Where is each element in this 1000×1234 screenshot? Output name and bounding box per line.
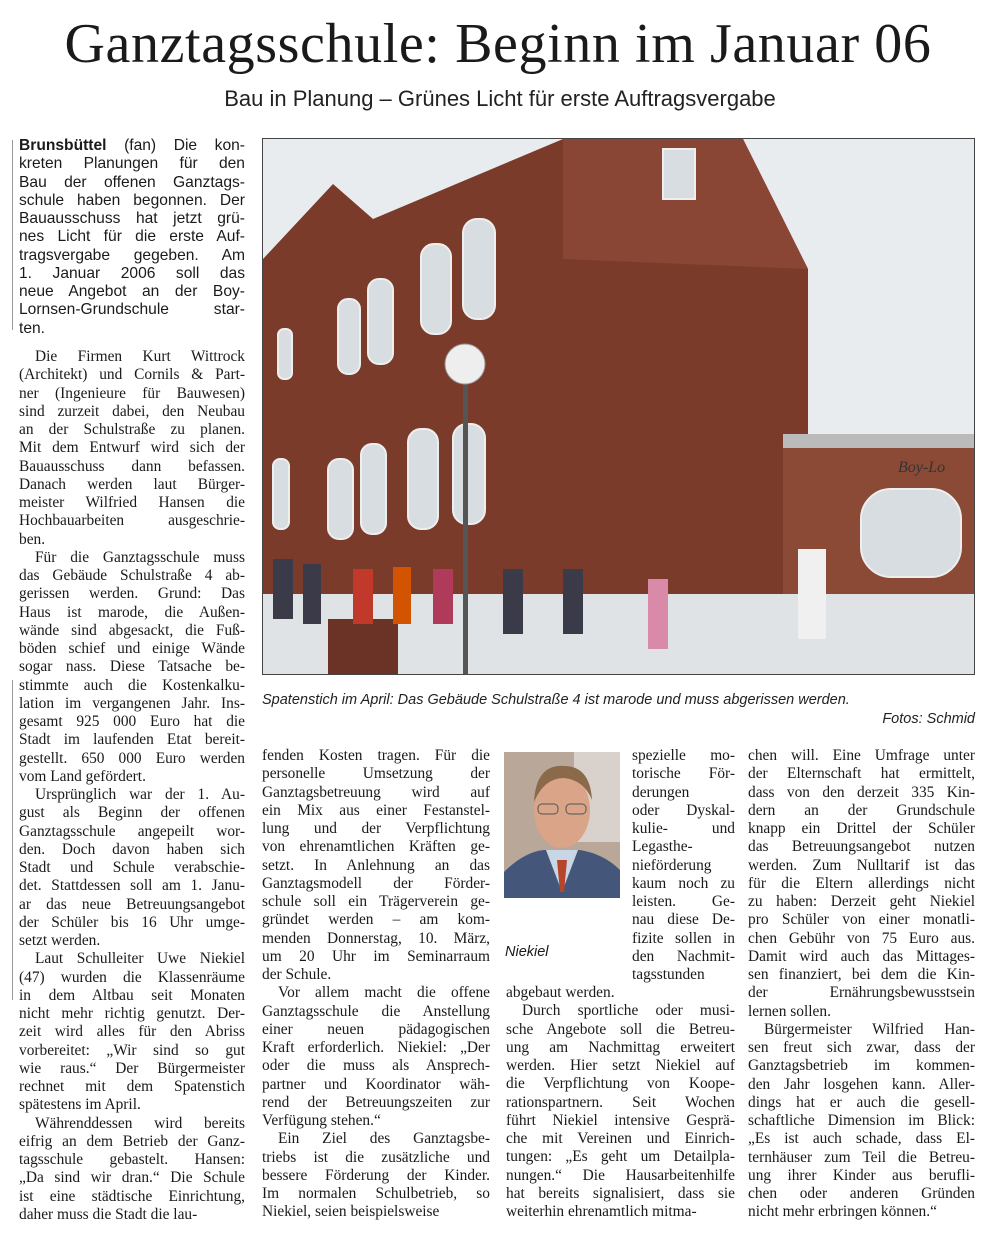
text-line: Legasthe- [632,838,693,856]
text-line: einer neuen pädagogischen [262,1020,490,1038]
text-line: Durch sportliche oder musi- [522,1002,735,1020]
text-line: bessere Förderung der Kinder. [262,1166,490,1184]
text-line: Laut Schulleiter Uwe Niekiel [35,950,245,968]
portrait-photo [504,752,620,898]
text-line: fizite sollen in [632,929,735,947]
text-line: nes Licht für die erste Auf- [19,228,245,246]
portrait-caption: Niekiel [505,944,549,960]
text-line: Hochbauarbeiten ausgeschrie- [19,512,245,530]
text-line: dings hat er auch die gesell- [748,1093,975,1111]
text-line: neue Angebot an der Boy- [19,283,245,300]
text-line: partner und Koordinator wäh- [262,1075,490,1093]
text-line: oder die muss als Ansprech- [262,1057,490,1075]
text-line: ten. [19,319,46,337]
subheadline: Bau in Planung – Grünes Licht für erste Auftragsvergabe [224,86,776,111]
text-line: das Gebäude Schulstraße 4 ab- [19,567,245,584]
text-line: den Nachmit- [632,947,735,965]
text-line: chen oder anderen Gründen [748,1185,975,1202]
text-line: wie raus.“ Der Bürgermeister [19,1059,245,1077]
text-line: sche Angebote soll die Betreu- [506,1020,735,1038]
text-line: von ehrenamtlichen Kräften ge- [262,838,490,856]
text-line: sen freut sich zwar, dass der [748,1039,975,1056]
text-line: ternhäuser zum Teil die Betreu- [748,1148,975,1166]
text-line: Vor allem macht die offene [278,984,490,1002]
text-line: Ganztagsbetreuung wird auf [262,783,490,801]
text-line: rationspartnern. Seit Wochen [506,1093,735,1111]
text-line: weiterhin ehrenamtlich mitma- [506,1203,697,1220]
text-line: Stadt und Schule verabschie- [19,859,245,876]
text-line: fenden Kosten tragen. Für die [262,747,490,764]
text-line: tungen: „Es geht um Detailpla- [506,1148,735,1166]
text-line: die Verpflichtung von Koope- [506,1075,735,1093]
text-line: Ganztagsschule angepeilt wor- [19,822,245,840]
paragraph [262,747,490,984]
text-line: vom Land gefördert. [19,767,146,785]
text-line: stimmte auch die Kostenkalku- [19,676,245,694]
paragraph [262,1130,490,1221]
text-line: schule haben begonnen. Der [19,191,245,209]
text-line: spezielle mo- [632,747,735,764]
text-line: Damit wird auch das Mittages- [748,947,975,965]
text-line: kreten Planungen für den [19,155,245,173]
portrait-niekiel [504,752,620,898]
text-line: gerissen werden. Grund: Das [19,585,245,603]
text-line: hat bereits signalisiert, dass sie [506,1184,735,1202]
photo-credit: Fotos: Schmid [882,711,975,727]
paragraph [19,950,245,1114]
text-line: vorbereitet: „Wir sind so gut [19,1041,245,1059]
photo-caption: Spatenstich im April: Das Gebäude Schulstraße 4 ist marode und muss abgerissen werden. [262,692,850,708]
paragraph [748,1021,975,1222]
text-line: Ganztagsmodell der Förder- [262,874,490,892]
text-line: rend der Betreuungszeiten zur [262,1093,490,1111]
text-line: tagsschule gebastelt. Hansen: [19,1151,245,1168]
article-column-3-narrow [632,747,735,984]
text-line: lation im vergangenen Jahr. Ins- [19,694,245,712]
text-line: tagsstunden [632,966,705,983]
text-line: führt Niekiel intensive Gesprä- [506,1111,735,1129]
text-line: Ganztagsbetrieb im kommen- [748,1057,975,1075]
text-line: meister Wilfried Hansen die [19,494,245,511]
text-line: knapp ein Drittel der Schüler [748,820,975,837]
text-line: nieförderung [632,856,712,874]
text-line: setzt. In Anlehnung an das [262,856,490,874]
article-column-1 [19,348,245,1224]
text-line: det. Stattdessen soll am 1. Janu- [19,877,245,895]
text-line: Die Firmen Kurt Wittrock [35,348,245,365]
text-line: nau diese De- [632,911,735,929]
text-line: Haus ist marode, die Außen- [19,603,245,621]
text-line: „Da sind wir dran.“ Die Schule [19,1169,245,1187]
text-line: (47) wurden die Klassenräume [19,968,245,986]
text-line: an der Schulstraße zu planen. [19,421,245,438]
text-line: ung am Nachmittag erweitert [506,1038,735,1056]
text-line: setzt werden. [19,932,101,949]
text-line: Bauausschuss hat jetzt grü- [19,210,245,227]
paragraph [262,984,490,1130]
article-column-2 [262,747,490,1222]
text-line: pro Schüler von einer monatli- [748,911,975,929]
text-line: dern an der Grundschule [748,801,975,819]
text-line: ner (Ingenieure für Bauwesen) [19,384,245,402]
text-line: ein Mix aus einer Festanstel- [262,801,490,819]
text-line: Verfügung stehen.“ [262,1112,381,1129]
text-line: personelle Umsetzung der [262,765,490,783]
paragraph [19,348,245,549]
text-line: tragsvergabe gegeben. Am [19,246,245,264]
text-line: chen Gebühr von 75 Euro aus. [748,929,975,947]
text-line: nungen.“ Die Hausarbeitenhilfe [506,1166,735,1184]
text-line: dass von den derzeit 335 Kin- [748,783,975,801]
text-line: Ursprünglich war der 1. Au- [35,786,245,803]
text-line: werden. Hier setzt Niekiel auf [506,1057,735,1074]
text-line: triebs ist die zusätzliche und [262,1148,490,1166]
text-line: 1. Januar 2006 soll das [19,264,245,282]
main-photo [262,138,975,675]
text-line: leisten. Ge- [632,893,735,910]
text-line: kulie- und [632,820,735,837]
text-line: kaum noch zu [632,874,735,892]
text-line: nicht mehr richtig genutzt. Der- [19,1005,245,1022]
text-line: daher muss die Stadt die lau- [19,1205,198,1223]
text-line: zeit wird alles für den Abriss [19,1023,245,1041]
paragraph [19,1115,245,1225]
school-building-photo [263,139,975,675]
text-line: lung und der Verpflichtung [262,820,490,837]
text-line: chen will. Eine Umfrage unter [748,747,975,764]
text-line: Ein Ziel des Ganztagsbe- [278,1130,490,1148]
text-line: Im normalen Schulbetrieb, so [262,1185,490,1202]
text-line: torische För- [632,765,735,783]
text-line: „Es ist auch schade, dass El- [748,1130,975,1148]
text-line: nicht mehr erbringen können.“ [748,1203,937,1221]
text-line: Währenddessen wird bereits [35,1114,245,1132]
text-line: der Schüler bis 16 Uhr umge- [19,913,245,931]
text-line: derungen [632,783,690,801]
text-line: den Jahr losgehen kann. Aller- [748,1075,975,1093]
text-line: ben. [19,530,46,548]
paragraph [506,1002,735,1221]
text-line: abgebaut werden. [506,984,615,1001]
lead-text: (fan) Die kon- [106,137,245,154]
article-column-3 [506,984,735,1221]
text-line: Kraft erforderlich. Niekiel: „Der [262,1039,490,1056]
dateline: Brunsbüttel [19,137,107,154]
text-line: che mit Vereinen und Einrich- [506,1130,735,1147]
text-line: schaftliche Dimension im Blick: [748,1112,975,1129]
text-line: Niekiel, seien beispielsweise [262,1203,440,1221]
text-line: für die Eltern allerdings nicht [748,874,975,892]
text-line: Lornsen-Grundschule star- [19,301,245,319]
text-line: gust als Beginn der offenen [19,804,245,822]
text-line: gestellt. 650 000 Euro werden [19,749,245,767]
paragraph [506,984,735,1002]
article-column-4 [748,747,975,1222]
paragraph [19,549,245,786]
text-line: das Betreuungsangebot nutzen [748,838,975,856]
text-line: wände sind abgesackt, die Fuß- [19,621,245,639]
text-line: lernen sollen. [748,1002,831,1020]
headline: Ganztagsschule: Beginn im Januar 06 [64,13,932,75]
text-line: Bauausschuss dann befassen. [19,457,245,475]
lead-paragraph [19,137,245,338]
margin-rule [12,140,13,330]
text-line: ar das neue Betreuungsangebot [19,895,245,913]
text-line: sogar nass. Diese Tatsache be- [19,658,245,676]
margin-rule [12,680,13,1000]
text-line: menden Donnerstag, 10. März, [262,929,490,947]
text-line: Bau der offenen Ganztags- [19,173,245,191]
text-line: Mit dem Entwurf wird sich der [19,439,245,457]
text-line: böden schief und einige Wände [19,640,245,657]
text-line: den. Doch davon haben sich [19,840,245,858]
text-line: gesamt 925 000 Euro hat die [19,713,245,730]
text-line: spätestens im April. [19,1096,141,1114]
text-line: ist eine städtische Einrichtung, [19,1187,245,1205]
text-line: Bürgermeister Wilfried Han- [764,1020,975,1038]
text-line: um 20 Uhr im Seminarraum [262,947,490,965]
text-line: zu haben: Derzeit geht Niekiel [748,893,975,910]
text-line: Ganztagsschule die Anstellung [262,1002,490,1020]
paragraph [19,786,245,950]
text-line [19,137,245,155]
text-line: eifrig an dem Betrieb der Ganz- [19,1132,245,1150]
text-line: gründet werden – am kom- [262,911,490,929]
text-line: Stadt im laufenden Etat bereit- [19,731,245,749]
text-line: rechnet mit dem Spatenstich [19,1078,245,1095]
text-line: Danach werden laut Bürger- [19,475,245,493]
text-line: sen finanziert, bei dem die Kin- [748,966,975,983]
text-line: werden. Zum Nulltarif ist das [748,856,975,874]
text-line: der Schule. [262,966,332,983]
text-line: (Architekt) und Cornils & Part- [19,366,245,384]
text-line: Für die Ganztagsschule muss [35,548,245,566]
text-line: ung ihrer Kinder aus berufli- [748,1166,975,1184]
text-line: schule soll ein Trägerverein ge- [262,893,490,910]
text-line: der Elternschaft hat ermittelt, [748,765,975,783]
text-line: der Ernährungsbewusstsein [748,984,975,1002]
text-line: in dem Altbau seit Monaten [19,986,245,1004]
text-line: oder Dyskal- [632,801,735,819]
text-line: sind zurzeit dabei, den Neubau [19,402,245,420]
paragraph [748,747,975,1021]
sign-text: Boy-Lo [898,459,946,476]
